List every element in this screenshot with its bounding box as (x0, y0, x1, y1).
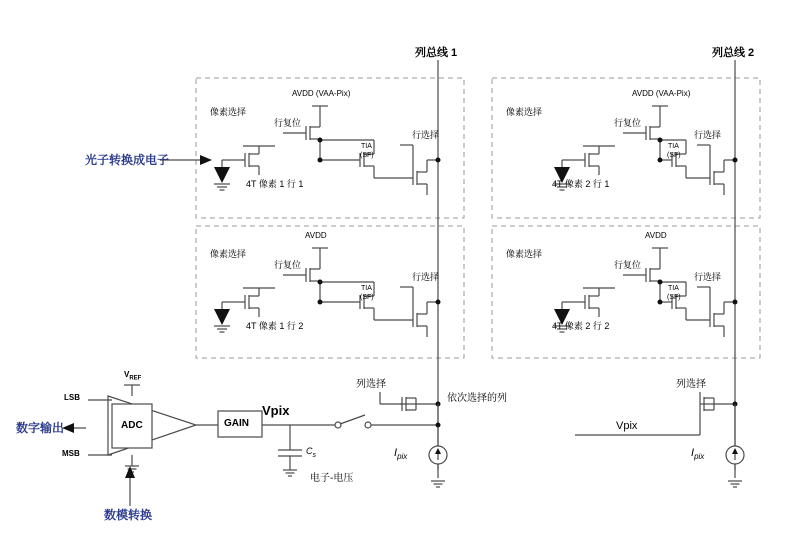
avdd-label-p11: AVDD (VAA-Pix) (292, 89, 351, 98)
sf-label-p11: (SF) (360, 152, 374, 159)
pixel-name-p11: 4T 像素 1 行 1 (246, 179, 304, 189)
column-select-1-label: 列选择 (356, 379, 386, 390)
pixel-name-p12: 4T 像素 1 行 2 (246, 321, 304, 331)
pixel-select-label-p12: 像素选择 (210, 249, 247, 259)
ipix-1-label: $I_{pix}$ (394, 447, 408, 462)
sf-label-p22: (SF) (667, 294, 681, 301)
column-bus-2-label: 列总线 2 (712, 47, 755, 59)
row-reset-label-p11: 行复位 (274, 118, 302, 128)
sf-label-p12: (SF) (360, 294, 374, 301)
tia-label-p11: TIA (361, 143, 372, 150)
vref-label: $V_{REF}$ (124, 370, 142, 382)
pixel-select-label-p11: 像素选择 (210, 107, 247, 117)
pixel-select-label-p22: 像素选择 (506, 249, 543, 259)
row-select-label-p12: 行选择 (412, 272, 440, 282)
gain-label: GAIN (224, 418, 249, 429)
digital-output-label: 数字输出 (16, 421, 65, 435)
vpix-main-label: Vpix (262, 403, 290, 418)
row-reset-label-p21: 行复位 (614, 118, 642, 128)
column-select-2-label: 列选择 (676, 379, 706, 390)
row-reset-label-p22: 行复位 (614, 260, 642, 270)
sf-label-p21: (SF) (667, 152, 681, 159)
row-select-label-p11: 行选择 (412, 130, 440, 140)
msb-label: MSB (62, 449, 80, 458)
ipix-2-label: $I_{pix}$ (691, 447, 705, 462)
row-select-label-p22: 行选择 (694, 272, 722, 282)
avdd-label-p22: AVDD (645, 231, 667, 240)
vpix-right-label: Vpix (616, 420, 638, 432)
photon-to-electron-label: 光子转换成电子 (85, 153, 170, 167)
lsb-label: LSB (64, 393, 80, 402)
tia-label-p22: TIA (668, 285, 679, 292)
avdd-label-p12: AVDD (305, 231, 327, 240)
row-reset-label-p12: 行复位 (274, 260, 302, 270)
row-select-label-p21: 行选择 (694, 130, 722, 140)
pixel-name-p22: 4T 像素 2 行 2 (552, 321, 610, 331)
pixel-name-p21: 4T 像素 2 行 1 (552, 179, 610, 189)
dac-conversion-label: 数模转换 (104, 508, 153, 522)
adc-label: ADC (121, 420, 143, 431)
tia-label-p21: TIA (668, 143, 679, 150)
cs-label: $C_s$ (306, 446, 316, 459)
pixel-select-label-p21: 像素选择 (506, 107, 543, 117)
avdd-label-p21: AVDD (VAA-Pix) (632, 89, 691, 98)
column-bus-1-label: 列总线 1 (415, 47, 458, 59)
sequential-column-select-label: 依次选择的列 (447, 393, 507, 404)
tia-label-p12: TIA (361, 285, 372, 292)
electron-to-voltage-label: 电子-电压 (310, 473, 354, 484)
